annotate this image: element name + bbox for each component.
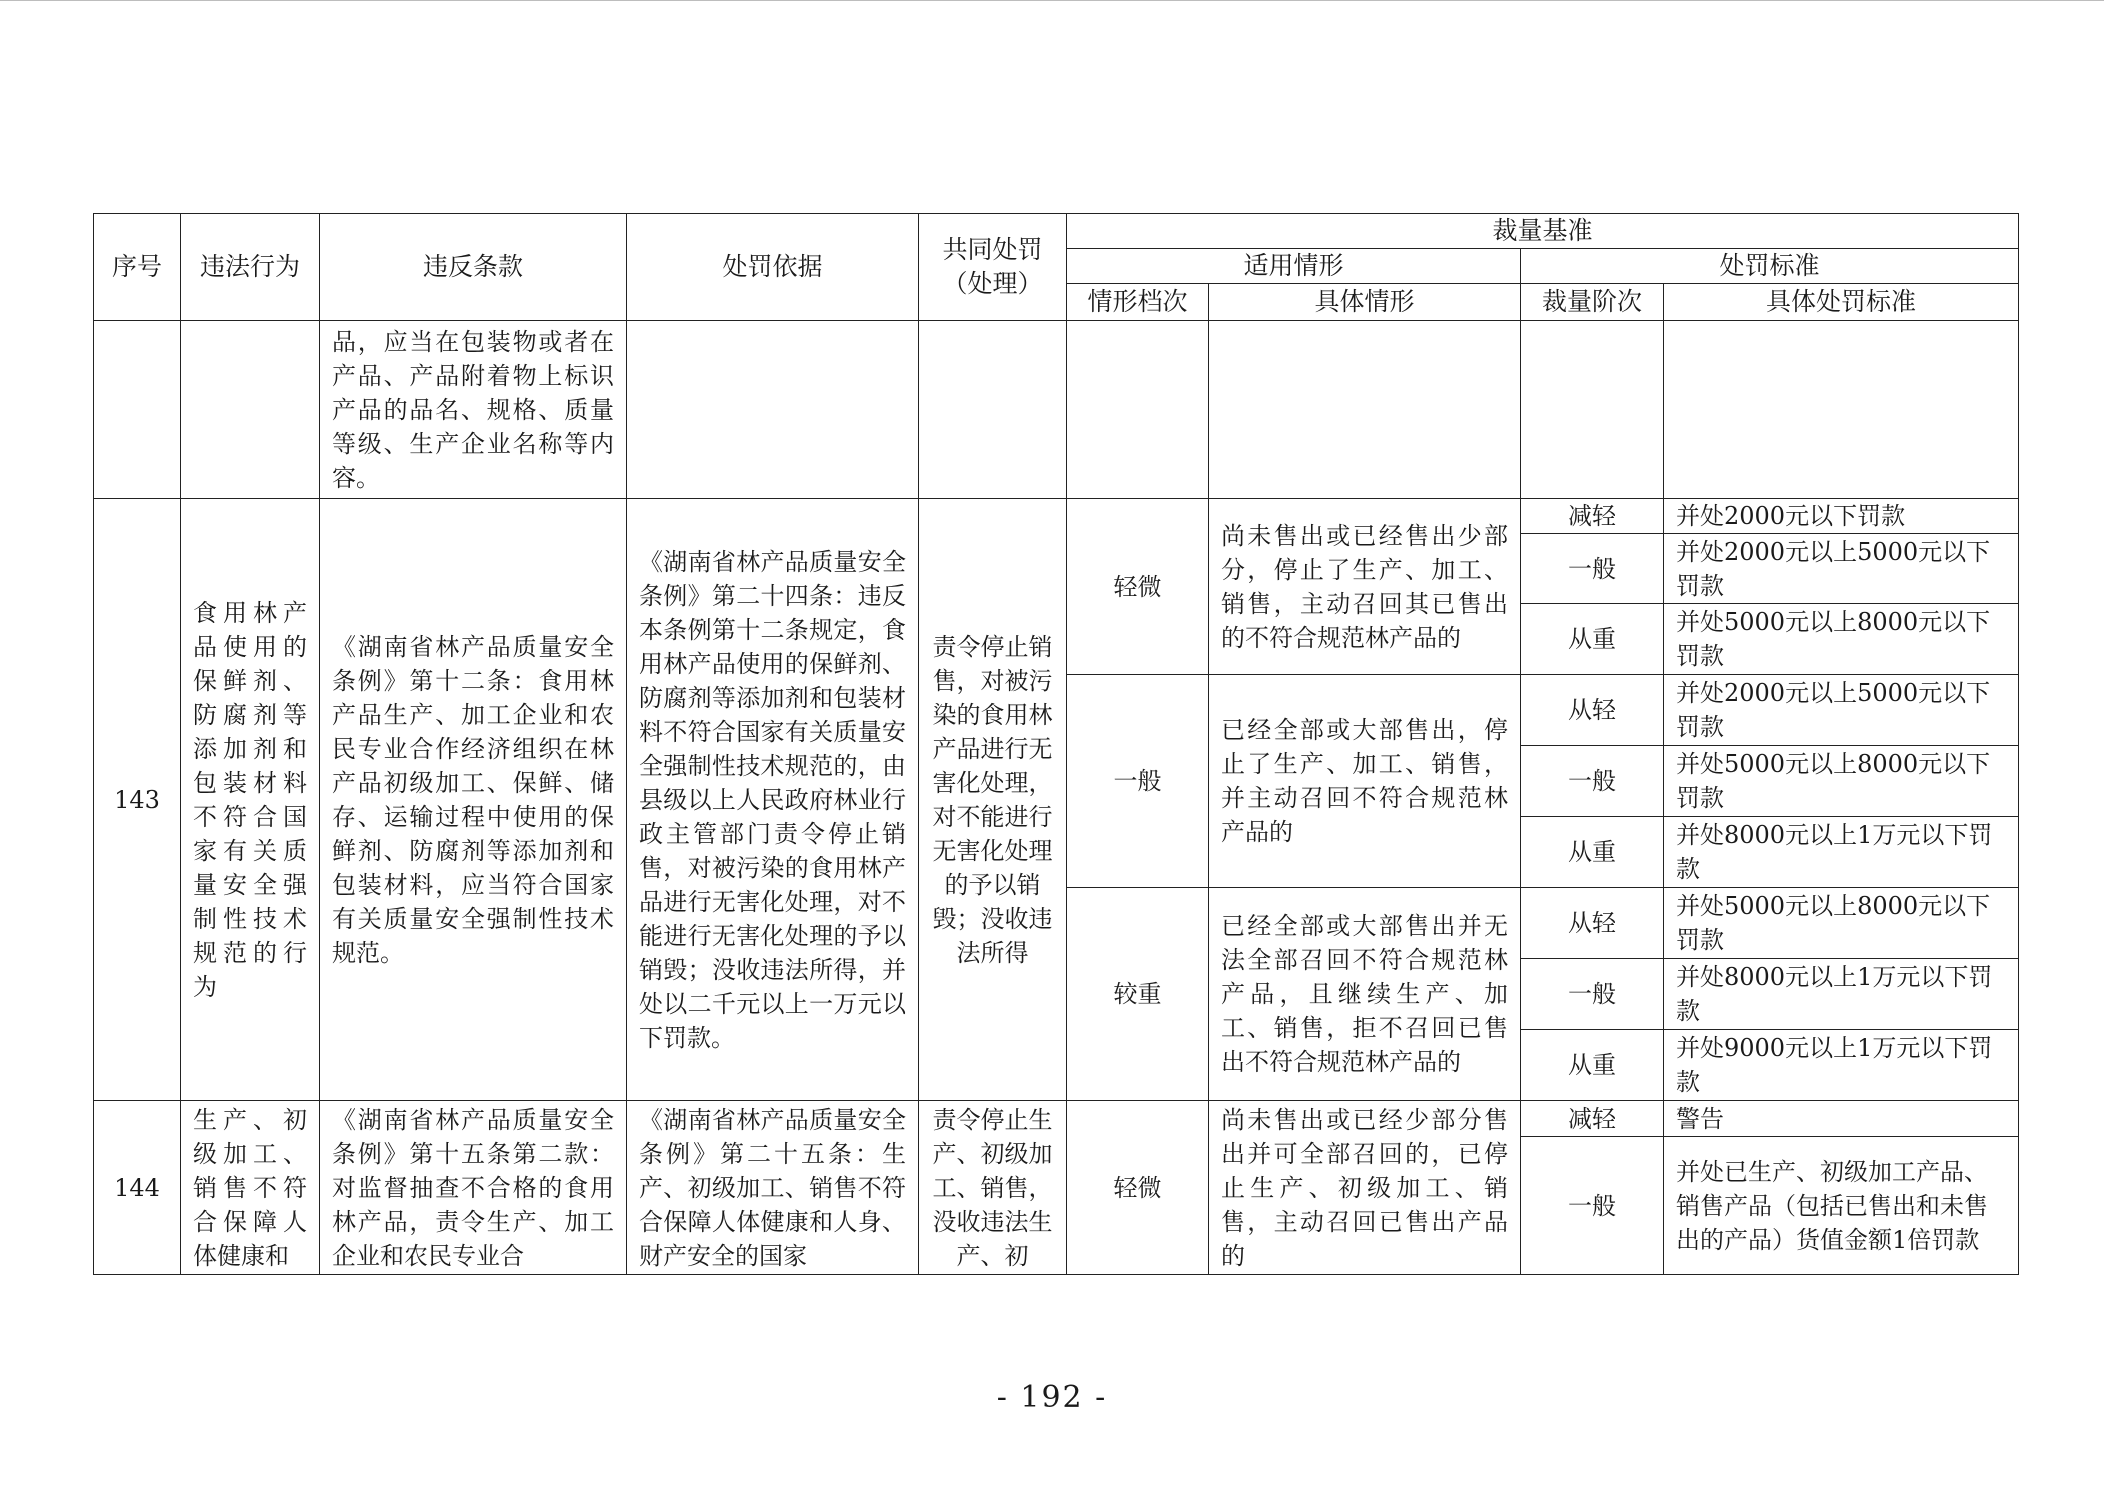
row143-level-1: 轻微 <box>1067 499 1209 675</box>
cell-empty <box>181 321 320 499</box>
row143-number: 143 <box>94 499 181 1101</box>
page-top-border <box>0 0 2104 1</box>
header-seq: 序号 <box>94 214 181 321</box>
row143-level-3: 较重 <box>1067 888 1209 1101</box>
row143-tier: 从重 <box>1521 817 1664 888</box>
row144-detail: 警告 <box>1664 1101 2019 1137</box>
row143-tier: 一般 <box>1521 959 1664 1030</box>
row143-basis: 《湖南省林产品质量安全条例》第二十四条：违反本条例第十二条规定，食用林产品使用的保鲜剂、防腐剂等添加剂和包装材料不符合国家有关质量安全强制性技术规范的，由县级以上人民政府林业行政主管部门责令停止销售，对被污染的食用林产品进行无害化处理，对不能进行无害化处理的予以销毁；没收违法所得，并处以二千元以上一万元以下罚款。 <box>627 499 919 1101</box>
header-detail: 具体处罚标准 <box>1664 284 2019 321</box>
row143-tier: 一般 <box>1521 534 1664 604</box>
penalty-standard-table <box>93 213 2019 1275</box>
header-basis: 处罚依据 <box>627 214 919 321</box>
row143-detail: 并处5000元以上8000元以下罚款 <box>1664 746 2019 817</box>
row143-detail: 并处2000元以下罚款 <box>1664 499 2019 534</box>
row144-tier: 减轻 <box>1521 1101 1664 1137</box>
row144-common: 责令停止生产、初级加工、销售，没收违法生产、初 <box>919 1101 1067 1275</box>
cell-empty <box>1521 321 1664 499</box>
cell-empty <box>1664 321 2019 499</box>
row143-circumstance-1: 尚未售出或已经售出少部分，停止了生产、加工、销售，主动召回其已售出的不符合规范林产品的 <box>1209 499 1521 675</box>
cell-empty <box>1067 321 1209 499</box>
row143-detail: 并处9000元以上1万元以下罚款 <box>1664 1030 2019 1101</box>
row144-basis: 《湖南省林产品质量安全条例》第二十五条：生产、初级加工、销售不符合保障人体健康和人身、财产安全的国家 <box>627 1101 919 1275</box>
table-row-144 <box>94 1101 2019 1137</box>
header-applicable: 适用情形 <box>1067 249 1521 284</box>
row144-level: 轻微 <box>1067 1101 1209 1275</box>
page-number: - 192 - <box>996 1380 1108 1415</box>
row143-detail: 并处5000元以上8000元以下罚款 <box>1664 604 2019 675</box>
row143-common: 责令停止销售，对被污染的食用林产品进行无害化处理，对不能进行无害化处理的予以销毁；没收违法所得 <box>919 499 1067 1101</box>
header-level: 情形档次 <box>1067 284 1209 321</box>
cell-empty <box>94 321 181 499</box>
row143-clause: 《湖南省林产品质量安全条例》第十二条：食用林产品生产、加工企业和农民专业合作经济组织在林产品初级加工、保鲜、储存、运输过程中使用的保鲜剂、防腐剂等添加剂和包装材料，应当符合国家有关质量安全强制性技术规范。 <box>320 499 627 1101</box>
row143-tier: 从轻 <box>1521 675 1664 746</box>
row144-number: 144 <box>94 1101 181 1275</box>
header-tier: 裁量阶次 <box>1521 284 1664 321</box>
row143-tier: 减轻 <box>1521 499 1664 534</box>
row143-circumstance-3: 已经全部或大部售出并无法全部召回不符合规范林产品，且继续生产、加工、销售，拒不召回已售出不符合规范林产品的 <box>1209 888 1521 1101</box>
row143-detail: 并处8000元以上1万元以下罚款 <box>1664 959 2019 1030</box>
row143-circumstance-2: 已经全部或大部售出，停止了生产、加工、销售，并主动召回不符合规范林产品的 <box>1209 675 1521 888</box>
cell-empty <box>627 321 919 499</box>
header-clause: 违反条款 <box>320 214 627 321</box>
row144-violation: 生产、初级加工、销售不符合保障人体健康和 <box>181 1101 320 1275</box>
row143-tier: 从重 <box>1521 604 1664 675</box>
continuation-clause: 品，应当在包装物或者在产品、产品附着物上标识产品的品名、规格、质量等级、生产企业名称等内容。 <box>320 321 627 499</box>
cell-empty <box>1209 321 1521 499</box>
row143-tier: 从轻 <box>1521 888 1664 959</box>
header-standard: 处罚标准 <box>1521 249 2019 284</box>
table-row-143 <box>94 499 2019 534</box>
row144-circumstance: 尚未售出或已经少部分售出并可全部召回的，已停止生产、初级加工、销售，主动召回已售出产品的 <box>1209 1101 1521 1275</box>
row143-detail: 并处8000元以上1万元以下罚款 <box>1664 817 2019 888</box>
row143-detail: 并处2000元以上5000元以下罚款 <box>1664 675 2019 746</box>
row143-tier: 一般 <box>1521 746 1664 817</box>
row143-level-2: 一般 <box>1067 675 1209 888</box>
row143-tier: 从重 <box>1521 1030 1664 1101</box>
header-violation: 违法行为 <box>181 214 320 321</box>
cell-empty <box>919 321 1067 499</box>
row143-detail: 并处2000元以上5000元以下罚款 <box>1664 534 2019 604</box>
header-discretion: 裁量基准 <box>1067 214 2019 249</box>
row144-clause: 《湖南省林产品质量安全条例》第十五条第二款：对监督抽查不合格的食用林产品，责令生产、加工企业和农民专业合 <box>320 1101 627 1275</box>
header-common: 共同处罚（处理） <box>919 214 1067 321</box>
header-circumstance: 具体情形 <box>1209 284 1521 321</box>
row144-detail: 并处已生产、初级加工产品、销售产品（包括已售出和未售出的产品）货值金额1倍罚款 <box>1664 1137 2019 1275</box>
row143-violation: 食用林产品使用的保鲜剂、防腐剂等添加剂和包装材料不符合国家有关质量安全强制性技术规范的行为 <box>181 499 320 1101</box>
row144-tier: 一般 <box>1521 1137 1664 1275</box>
table-row-continuation <box>94 321 2019 499</box>
row143-detail: 并处5000元以上8000元以下罚款 <box>1664 888 2019 959</box>
